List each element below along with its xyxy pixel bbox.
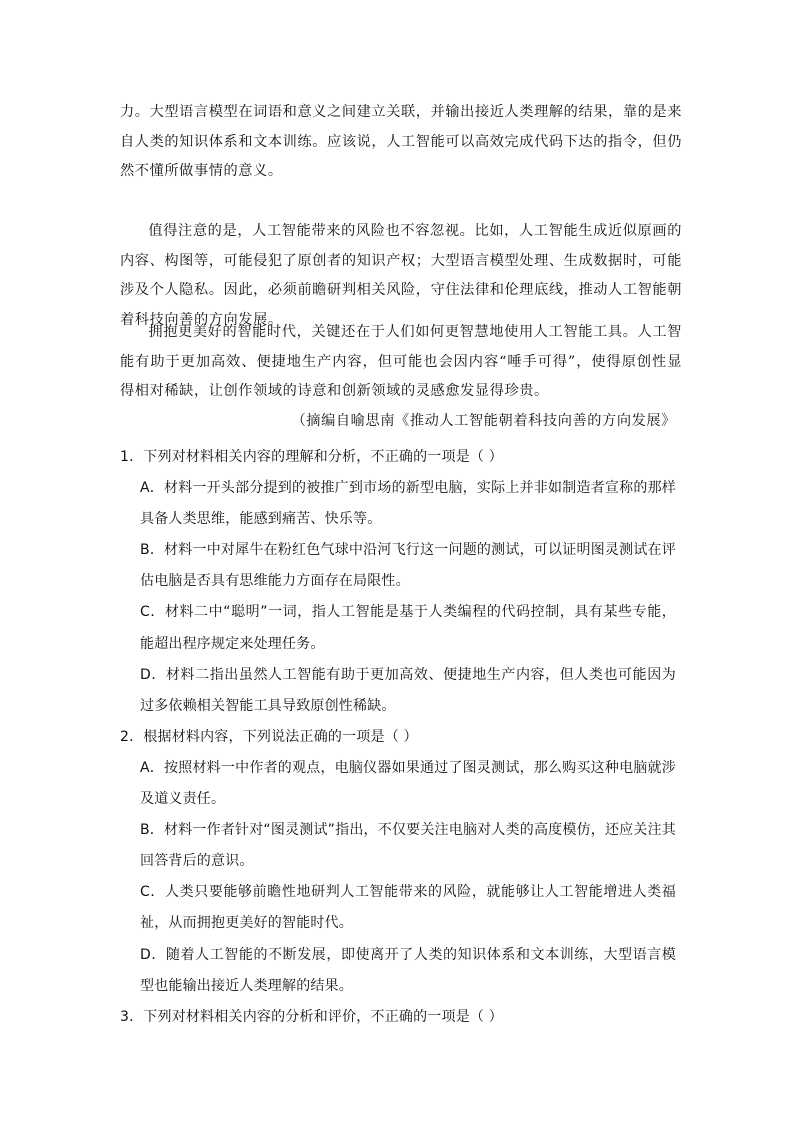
question-stem: 1．下列对材料相关内容的理解和分析，不正确的一项是（ ）	[120, 449, 503, 465]
question-2	[120, 722, 676, 1002]
passage-paragraph-block-3	[120, 318, 682, 407]
question-stem: 3．下列对材料相关内容的分析和评价，不正确的一项是（ ）	[120, 1008, 503, 1025]
option-a: A．按照材料一中作者的观点，电脑仪器如果通过了图灵测试，那么购买这种电脑就涉及道义责任。	[140, 759, 676, 808]
question-list	[120, 442, 676, 1033]
question-1	[120, 442, 676, 722]
option-b: B．材料一中对犀牛在粉红色气球中沿河飞行这一问题的测试，可以证明图灵测试在评估电脑是否具有思维能力方面存在局限性。	[140, 542, 676, 590]
option-b: B．材料一作者针对“图灵测试”指出，不仅要关注电脑对人类的高度模仿，还应关注其回答背后的意识。	[140, 822, 676, 870]
option-a: A．材料一开头部分提到的被推广到市场的新型电脑，实际上并非如制造者宣称的那样具备人类思维，能感到痛苦、快乐等。	[140, 480, 676, 528]
passage-paragraph-3: 拥抱更美好的智能时代，关键还在于人们如何更智慧地使用人工智能工具。人工智能有助于更加高效、便捷地生产内容，但可能也会因内容“唾手可得”，使得原创性显得相对稀缺，让创作领域的诗意和创新领域的灵感愈发显得珍贵。	[120, 324, 682, 400]
option-c: C．材料二中“聪明”一词，指人工智能是基于人类编程的代码控制，具有某些专能，能超出程序规定来处理任务。	[140, 604, 676, 652]
passage-paragraph-2: 值得注意的是，人工智能带来的风险也不容忽视。比如，人工智能生成近似原画的内容、构图等，可能侵犯了原创者的知识产权；大型语言模型处理、生成数据时，可能涉及个人隐私。因此，必须前瞻研判相关风险，守住法律和伦理底线，推动人工智能朝着科技向善的方向发展。	[120, 223, 682, 328]
passage-paragraph-1: 力。大型语言模型在词语和意义之间建立关联，并输出接近人类理解的结果，靠的是来自人类的知识体系和文本训练。应该说，人工智能可以高效完成代码下达的指令，但仍然不懂所做事情的意义。	[120, 104, 682, 180]
passage-continuation	[120, 98, 682, 187]
option-d: D．随着人工智能的不断发展，即使离开了人类的知识体系和文本训练，大型语言模型也能输出接近人类理解的结果。	[140, 946, 676, 994]
question-3	[120, 1002, 676, 1033]
source-citation: （摘编自喻思南《推动人工智能朝着科技向善的方向发展》	[291, 413, 676, 429]
option-c: C．人类只要能够前瞻性地研判人工智能带来的风险，就能够让人工智能增进人类福祉，从而拥抱更美好的智能时代。	[140, 884, 676, 932]
option-d: D．材料二指出虽然人工智能有助于更加高效、便捷地生产内容，但人类也可能因为过多依赖相关智能工具导致原创性稀缺。	[140, 666, 676, 714]
question-stem: 2．根据材料内容，下列说法正确的一项是（ ）	[120, 728, 418, 745]
